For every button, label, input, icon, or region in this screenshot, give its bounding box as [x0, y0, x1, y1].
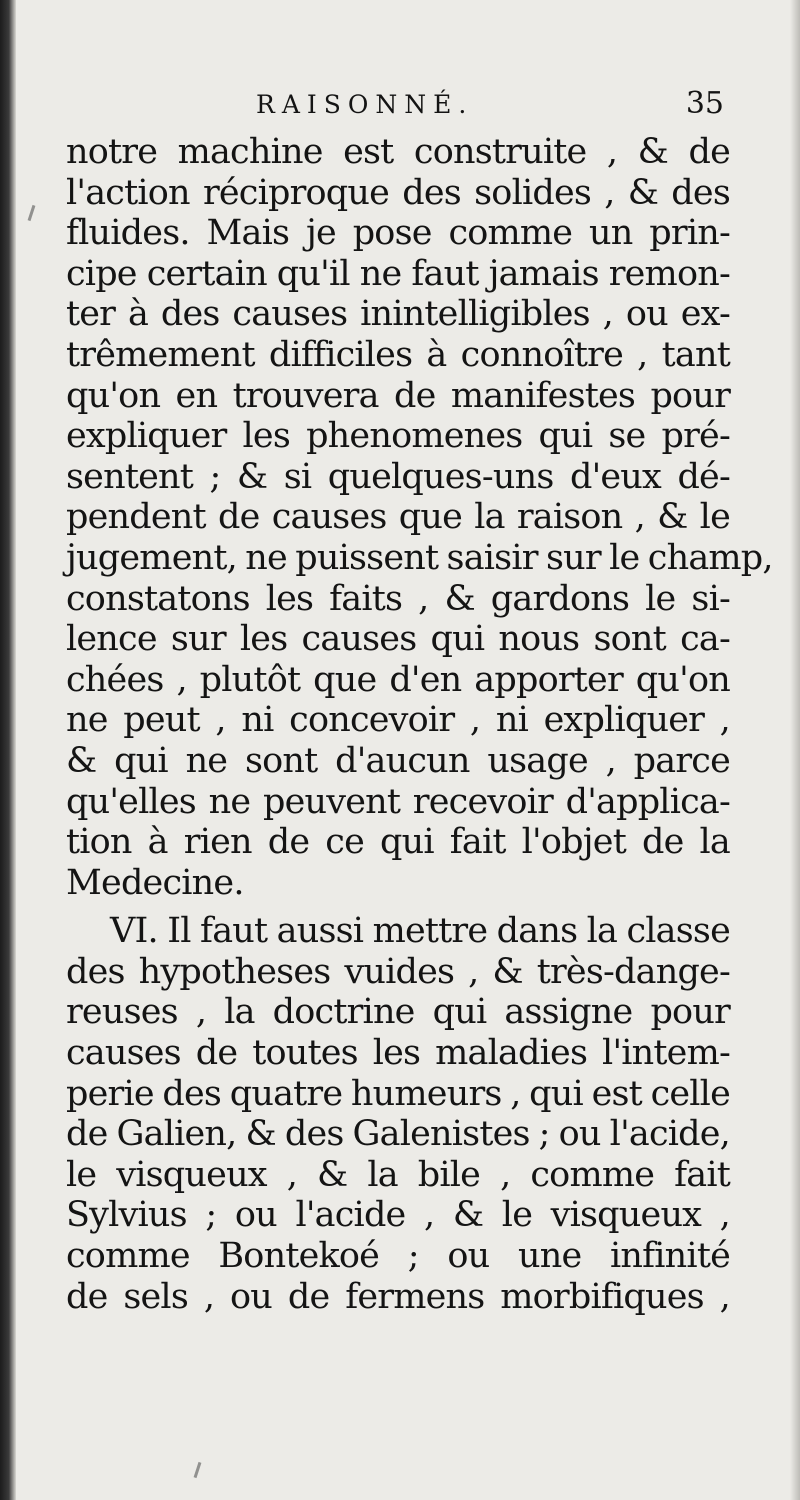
ink-speck — [28, 205, 36, 221]
text-line: ne peut , ni concevoir , ni expliquer , — [66, 700, 730, 741]
text-line: des hypotheses vuides , & très-dange- — [66, 951, 730, 992]
paragraph-gap — [66, 903, 730, 911]
text-line: Medecine. — [66, 862, 244, 903]
text-line: le visqueux , & la bile , comme fait — [66, 1154, 730, 1195]
paragraph-2 — [66, 911, 730, 1317]
text-line: Sylvius ; ou l'acide , & le visqueux , — [66, 1195, 730, 1236]
text-line: expliquer les phenomenes qui se pré- — [66, 416, 730, 457]
text-line: cipe certain qu'il ne faut jamais remon- — [66, 253, 730, 294]
page-header — [66, 86, 730, 126]
text-line: de Galien, & des Galenistes ; ou l'acide, — [66, 1114, 730, 1155]
ink-speck — [194, 1462, 202, 1478]
page-number: 35 — [685, 86, 724, 121]
text-line: trêmement difficiles à connoître , tant — [66, 334, 730, 375]
text-line: perie des quatre humeurs , qui est celle — [66, 1073, 730, 1114]
text-line: pendent de causes que la raison , & le — [66, 497, 730, 538]
text-line: l'action réciproque des solides , & des — [66, 172, 730, 213]
page-edge — [790, 0, 800, 1500]
text-line: jugement, ne puissent saisir sur le champ, — [66, 537, 773, 578]
text-line: causes de toutes les maladies l'intem- — [66, 1033, 730, 1074]
text-line: chées , plutôt que d'en apporter qu'on — [66, 659, 730, 700]
page-gutter-shadow — [0, 0, 16, 1500]
text-line: fluides. Mais je pose comme un prin- — [66, 213, 730, 254]
paragraph-1 — [66, 132, 773, 903]
running-head: RAISONNÉ. — [256, 90, 474, 119]
text-line: constatons les faits , & gardons le si- — [66, 578, 730, 619]
text-line: qu'on en trouvera de manifestes pour — [66, 375, 730, 416]
text-line: qu'elles ne peuvent recevoir d'applica- — [66, 781, 730, 822]
text-line: & qui ne sont d'aucun usage , parce — [66, 740, 730, 781]
text-line: tion à rien de ce qui fait l'objet de la — [66, 822, 730, 863]
text-line: sentent ; & si quelques-uns d'eux dé- — [66, 456, 730, 497]
text-line: notre machine est construite , & de — [66, 132, 730, 172]
text-line: de sels , ou de fermens morbifiques , — [66, 1276, 730, 1317]
text-line: comme Bontekoé ; ou une infinité — [66, 1236, 730, 1277]
text-line: ter à des causes inintelligibles , ou ex- — [66, 294, 730, 335]
text-line: lence sur les causes qui nous sont ca- — [66, 619, 730, 660]
text-line: reuses , la doctrine qui assigne pour — [66, 992, 730, 1033]
text-line: VI. Il faut aussi mettre dans la classe — [110, 911, 730, 952]
body-text — [66, 132, 773, 1317]
